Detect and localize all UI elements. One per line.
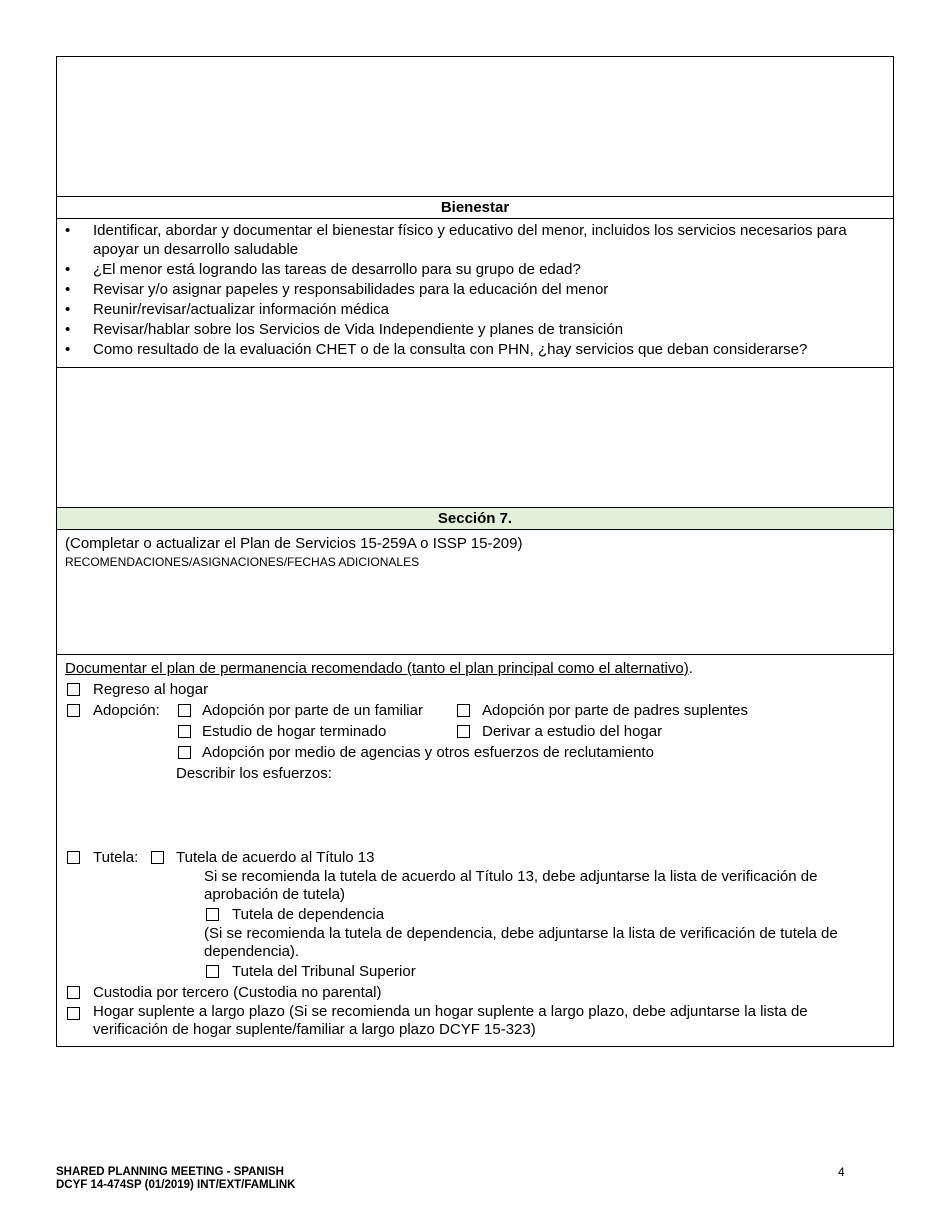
page-number: 4 xyxy=(838,1165,845,1179)
tutela-tribunal-checkbox[interactable] xyxy=(206,965,219,978)
tutela-titulo13-note: Si se recomienda la tutela de acuerdo al Título 13, debe adjuntarse la lista de verificación de aprobación de tutela) xyxy=(204,867,818,903)
bullet-icon: • xyxy=(65,260,71,278)
list-item: • Reunir/revisar/actualizar información médica xyxy=(65,300,389,318)
list-item: • Revisar y/o asignar papeles y responsabilidades para la educación del menor xyxy=(65,280,609,298)
option-regreso: Regreso al hogar xyxy=(65,679,885,700)
form-footer: SHARED PLANNING MEETING - SPANISH DCYF 14-474SP (01/2019) INT/EXT/FAMLINK xyxy=(56,1166,296,1191)
previous-section-notes-area[interactable] xyxy=(57,57,893,197)
regreso-checkbox[interactable] xyxy=(67,683,80,696)
option-custodia: Custodia por tercero (Custodia no parental) xyxy=(65,982,885,1003)
bullet-icon: • xyxy=(65,320,71,338)
seccion7-instruction: (Completar o actualizar el Plan de Servicios 15-259A o ISSP 15-209) xyxy=(65,534,523,552)
tutela-dependencia-note: (Si se recomienda la tutela de dependencia, debe adjuntarse la lista de verificación de tutela de dependencia). xyxy=(204,924,838,960)
adopcion-familiar-checkbox[interactable] xyxy=(178,704,191,717)
tutela-titulo13-checkbox[interactable] xyxy=(151,851,164,864)
seccion7-header: Sección 7. xyxy=(57,508,893,530)
describir-notes-area[interactable] xyxy=(65,784,885,847)
bullet-icon: • xyxy=(65,340,71,358)
option-adopcion: Adopción: Adopción por parte de un familiar Adopción por parte de padres suplentes xyxy=(65,700,885,721)
seccion7-subheading: RECOMENDACIONES/ASIGNACIONES/FECHAS ADICIONALES xyxy=(65,554,420,569)
list-item: • Revisar/hablar sobre los Servicios de Vida Independiente y planes de transición xyxy=(65,320,624,338)
option-hogar-suplente: Hogar suplente a largo plazo (Si se recomienda un hogar suplente a largo plazo, debe adjuntarse la lista de verificación de hogar suplente/familiar a largo plazo DCYF 15-323) xyxy=(65,1003,885,1039)
option-tutela-tribunal: Tutela del Tribunal Superior xyxy=(65,961,885,982)
permanency-intro: Documentar el plan de permanencia recomendado (tanto el plan principal como el alternativo). xyxy=(65,659,693,677)
form-table xyxy=(56,56,894,1047)
list-item: • Identificar, abordar y documentar el bienestar físico y educativo del menor, incluidos los servicios necesarios para apoyar un desarrollo saludable xyxy=(65,222,847,258)
bienestar-header: Bienestar xyxy=(57,197,893,219)
custodia-checkbox[interactable] xyxy=(67,986,80,999)
option-agencias: Adopción por medio de agencias y otros esfuerzos de reclutamiento xyxy=(65,742,885,763)
list-item: • Como resultado de la evaluación CHET o de la consulta con PHN, ¿hay servicios que deban considerarse? xyxy=(65,340,808,358)
derivar-estudio-checkbox[interactable] xyxy=(457,725,470,738)
adopcion-suplentes-checkbox[interactable] xyxy=(457,704,470,717)
adopcion-agencias-checkbox[interactable] xyxy=(178,746,191,759)
list-item: • ¿El menor está logrando las tareas de desarrollo para su grupo de edad? xyxy=(65,260,581,278)
option-estudio: Estudio de hogar terminado Derivar a estudio del hogar xyxy=(65,721,885,742)
describir-label: Describir los esfuerzos: xyxy=(176,764,332,782)
bullet-icon: • xyxy=(65,222,71,239)
option-tutela: Tutela: Tutela de acuerdo al Título 13 xyxy=(65,847,885,868)
bienestar-notes-area[interactable] xyxy=(57,368,893,508)
seccion7-notes-area[interactable] xyxy=(57,530,893,655)
option-tutela-dependencia: Tutela de dependencia xyxy=(65,904,885,925)
tutela-checkbox[interactable] xyxy=(67,851,80,864)
bullet-icon: • xyxy=(65,300,71,318)
permanency-plan-section xyxy=(57,655,893,1046)
bienestar-bullet-list xyxy=(57,219,893,368)
adopcion-checkbox[interactable] xyxy=(67,704,80,717)
estudio-terminado-checkbox[interactable] xyxy=(178,725,191,738)
bullet-icon: • xyxy=(65,280,71,298)
hogar-suplente-checkbox[interactable] xyxy=(67,1007,80,1020)
tutela-dependencia-checkbox[interactable] xyxy=(206,908,219,921)
